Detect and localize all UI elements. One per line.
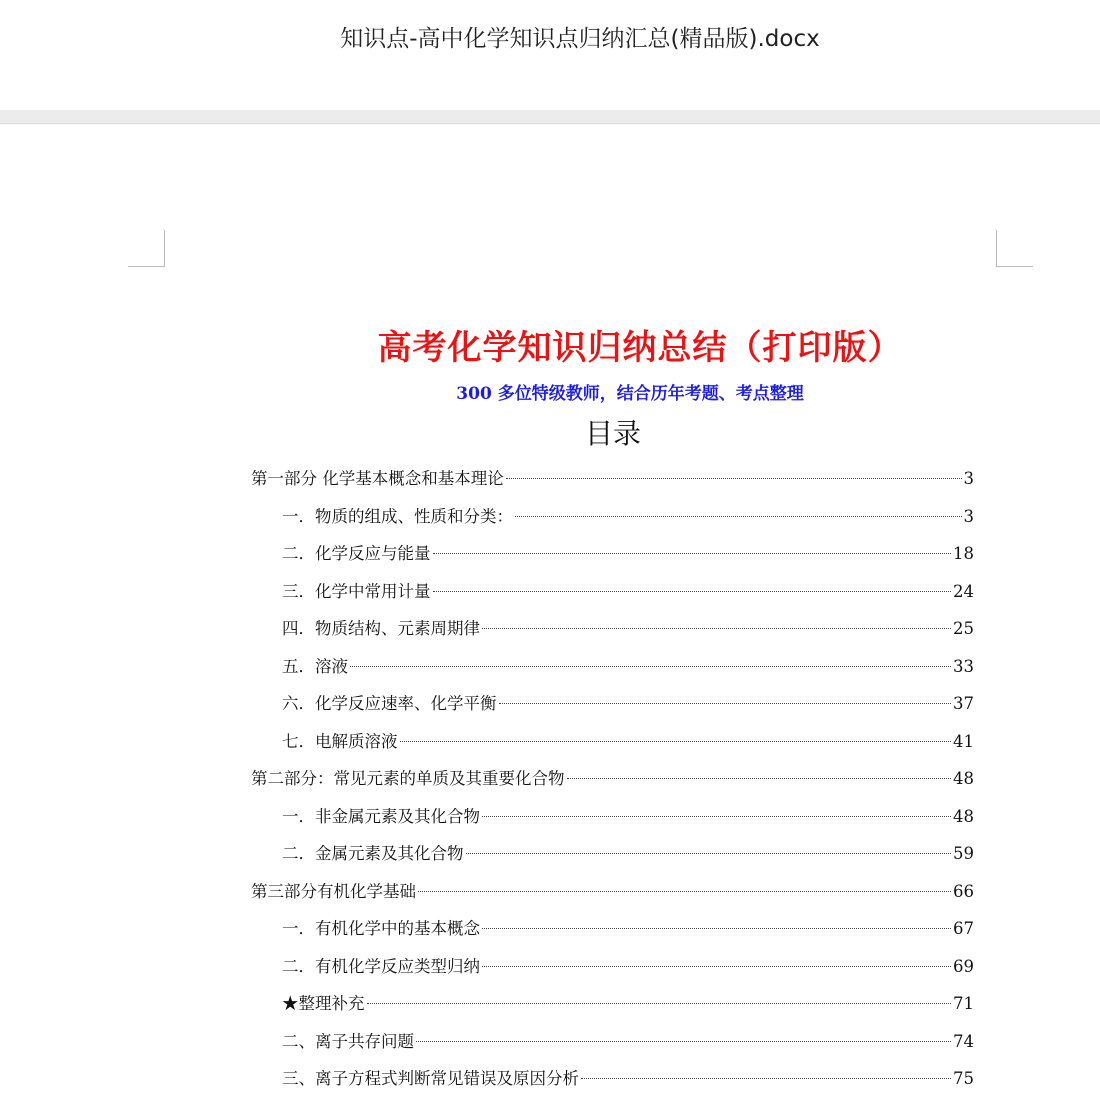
toc-dot-leader	[499, 703, 952, 704]
toc-entry[interactable]	[251, 765, 974, 803]
toc-entry[interactable]	[251, 915, 974, 953]
document-subtitle: 300 多位特级教师，结合历年考题、考点整理	[456, 384, 804, 404]
toc-entry-label: 一．物质的组成、性质和分类：	[282, 506, 513, 526]
toc-entry-label: 第一部分 化学基本概念和基本理论	[251, 469, 504, 488]
toc-entry[interactable]	[251, 878, 974, 916]
toc-dot-leader	[418, 891, 951, 892]
toc-entry-label: 四．物质结构、元素周期律	[282, 619, 480, 638]
document-title: 高考化学知识归纳总结（打印版）	[377, 328, 903, 368]
toc-entry-label: 五．溶液	[282, 656, 348, 676]
toc-entry-page-number: 48	[953, 769, 974, 788]
toc-entry-page-number: 71	[953, 994, 974, 1013]
toc-entry-label: 三．化学中常用计量	[282, 581, 431, 601]
toc-entry-label: 三、离子方程式判断常见错误及原因分析	[282, 1069, 579, 1088]
toc-dot-leader	[466, 853, 952, 854]
toc-entry[interactable]	[251, 728, 974, 766]
toc-dot-leader	[482, 928, 951, 929]
toc-dot-leader	[367, 1003, 952, 1004]
toc-dot-leader	[506, 478, 962, 479]
toc-dot-leader	[433, 553, 952, 554]
toc-entry[interactable]	[251, 840, 974, 878]
toc-dot-leader	[482, 816, 951, 817]
table-of-contents	[251, 465, 974, 1103]
toc-entry-page-number: 3	[963, 506, 974, 526]
toc-entry-page-number: 69	[953, 956, 974, 976]
title-bar	[0, 0, 1100, 110]
toc-entry-page-number: 75	[953, 1069, 974, 1088]
toc-entry-label: 二．有机化学反应类型归纳	[282, 956, 480, 976]
toc-entry-page-number: 59	[953, 844, 974, 863]
toc-dot-leader	[350, 666, 951, 667]
toc-entry[interactable]	[251, 653, 974, 691]
toc-entry-label: 第三部分有机化学基础	[251, 881, 416, 901]
toc-entry[interactable]	[251, 953, 974, 991]
toc-dot-leader	[482, 628, 951, 629]
toc-entry-label: 二、离子共存问题	[282, 1031, 414, 1051]
toc-entry[interactable]	[251, 1028, 974, 1066]
toc-entry[interactable]	[251, 1065, 974, 1103]
document-page[interactable]	[0, 124, 1100, 1090]
toc-entry-label: 二．化学反应与能量	[282, 544, 431, 563]
toc-entry[interactable]	[251, 615, 974, 653]
toc-entry-page-number: 48	[953, 806, 974, 826]
toc-entry-page-number: 37	[953, 694, 974, 713]
toc-entry[interactable]	[251, 465, 974, 503]
toc-entry[interactable]	[251, 990, 974, 1028]
toc-entry-page-number: 74	[953, 1031, 974, 1051]
toc-entry[interactable]	[251, 690, 974, 728]
toc-entry-label: 一．有机化学中的基本概念	[282, 919, 480, 938]
toc-entry-page-number: 18	[953, 544, 974, 563]
toc-entry[interactable]	[251, 578, 974, 616]
toc-entry-page-number: 25	[953, 619, 974, 638]
toc-entry[interactable]	[251, 803, 974, 841]
toc-dot-leader	[581, 1078, 951, 1079]
toolbar-strip	[0, 110, 1100, 124]
toc-dot-leader	[567, 778, 952, 779]
toc-dot-leader	[400, 741, 952, 742]
toc-dot-leader	[416, 1041, 951, 1042]
crop-mark-top-left	[128, 230, 165, 267]
toc-entry-page-number: 41	[953, 731, 974, 751]
toc-entry[interactable]	[251, 540, 974, 578]
document-filename: 知识点-高中化学知识点归纳汇总(精品版).docx	[340, 26, 820, 52]
toc-entry[interactable]	[251, 503, 974, 541]
toc-heading: 目录	[584, 417, 641, 450]
toc-entry-label: ★整理补充	[282, 994, 365, 1013]
crop-mark-top-right	[996, 230, 1033, 267]
toc-entry-label: 六．化学反应速率、化学平衡	[282, 694, 497, 713]
toc-entry-label: 七．电解质溶液	[282, 731, 398, 751]
toc-entry-label: 一．非金属元素及其化合物	[282, 806, 480, 826]
toc-entry-page-number: 3	[963, 469, 974, 488]
toc-dot-leader	[482, 966, 951, 967]
toc-entry-page-number: 66	[953, 881, 974, 901]
toc-entry-label: 二．金属元素及其化合物	[282, 844, 464, 863]
toc-entry-page-number: 24	[953, 581, 974, 601]
toc-entry-page-number: 67	[953, 919, 974, 938]
toc-dot-leader	[515, 516, 962, 517]
toc-entry-page-number: 33	[953, 656, 974, 676]
toc-dot-leader	[433, 591, 952, 592]
toc-entry-label: 第二部分：常见元素的单质及其重要化合物	[251, 769, 565, 788]
